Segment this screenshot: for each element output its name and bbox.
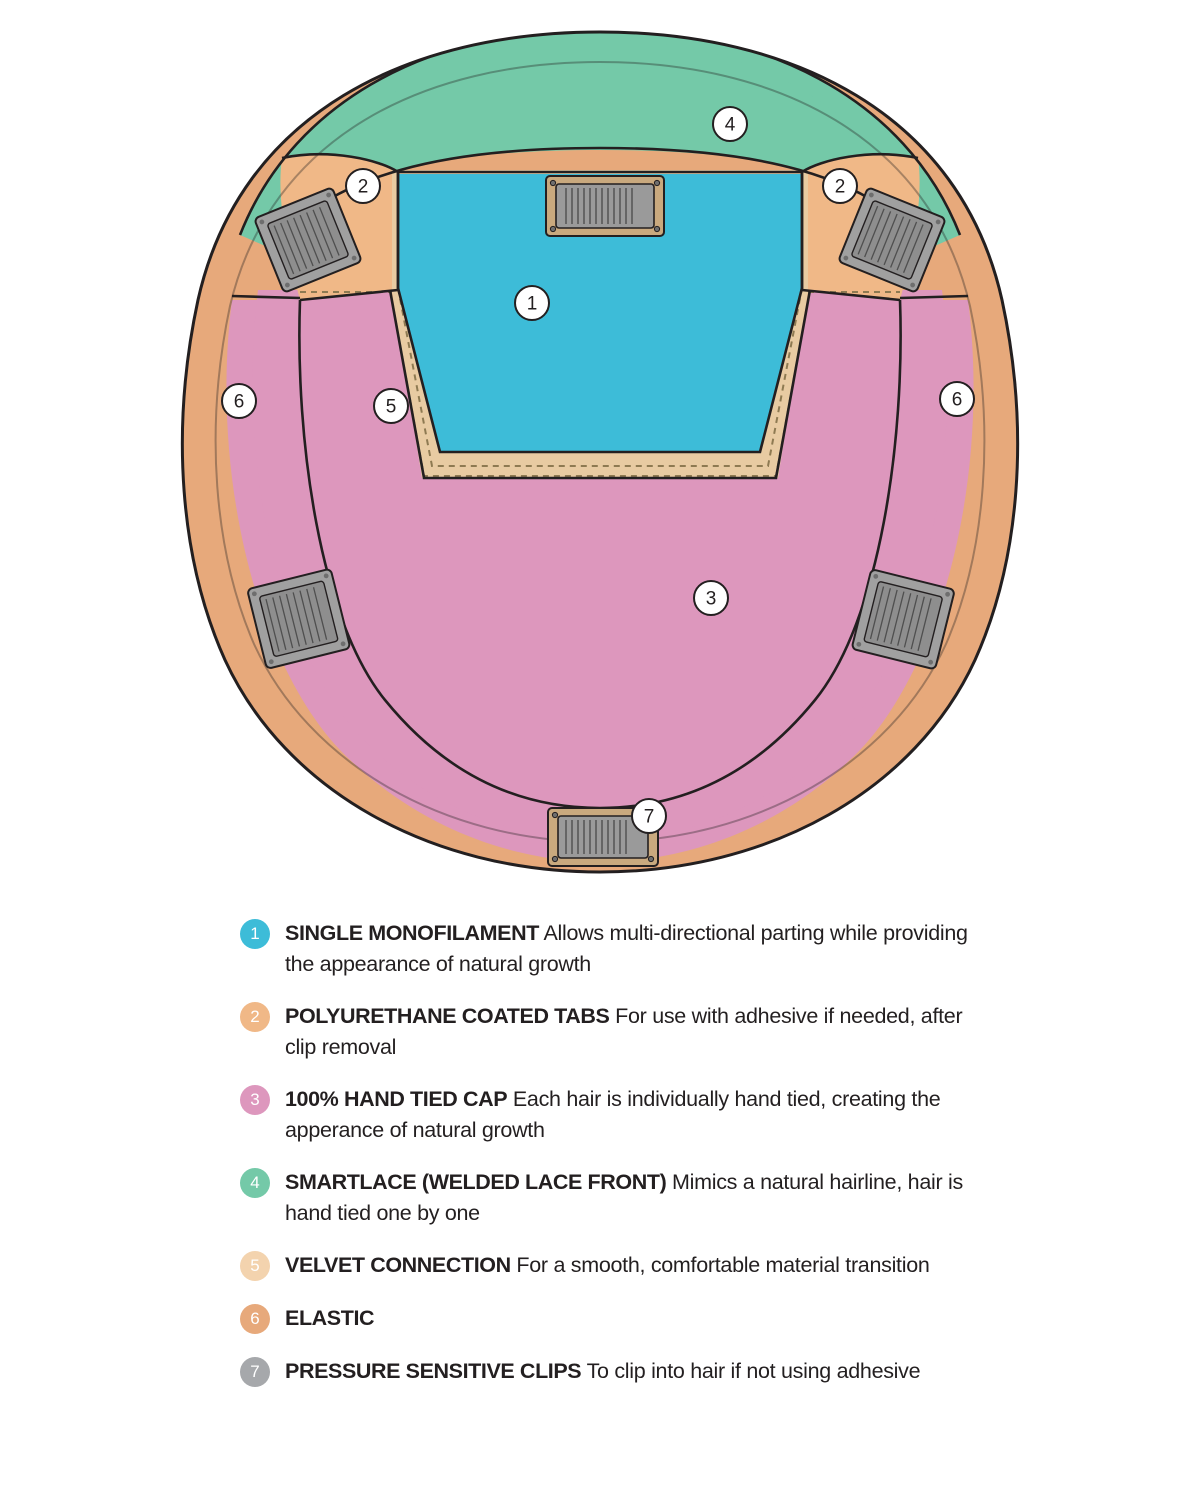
legend-desc-4: Mimics a natural hairline, hair is hand tied one by one: [285, 1170, 963, 1225]
callout-5: [374, 389, 408, 423]
callout-6-left: [222, 384, 256, 418]
legend-term-2: POLYURETHANE COATED TABS: [285, 1004, 610, 1029]
callout-7-label: 7: [643, 806, 655, 828]
cap-body: [150, 20, 1050, 890]
legend-badge-7: 7: [240, 1357, 270, 1387]
callout-1-label: 1: [526, 293, 538, 315]
legend-badge-4: 4: [240, 1168, 270, 1198]
legend-text-3: [285, 1084, 975, 1145]
legend-text-1: [285, 918, 975, 979]
legend-text-4: [285, 1167, 975, 1228]
callout-2-right: [823, 169, 857, 203]
legend-desc-3: Each hair is individually hand tied, creating the apperance of natural growth: [285, 1087, 941, 1142]
legend-text-6: [285, 1303, 374, 1334]
callout-1: [515, 286, 549, 320]
callout-7: [632, 799, 666, 833]
callout-4-label: 4: [724, 114, 736, 136]
legend-term-3: 100% HAND TIED CAP: [285, 1087, 508, 1112]
legend-badge-3: 3: [240, 1085, 270, 1115]
list-item: [240, 1084, 980, 1145]
legend-text-7: [285, 1356, 920, 1387]
callout-6-right-label: 6: [951, 389, 963, 411]
list-item: [240, 1167, 980, 1228]
clip-top-center: [546, 176, 664, 236]
callout-3: [694, 581, 728, 615]
list-item: [240, 1356, 980, 1387]
list-item: [240, 1250, 980, 1281]
legend-desc-2: For use with adhesive if needed, after clip removal: [285, 1004, 963, 1059]
legend-badge-6: 6: [240, 1304, 270, 1334]
callout-6-right: [940, 382, 974, 416]
legend-term-7: PRESSURE SENSITIVE CLIPS: [285, 1359, 582, 1384]
callout-3-label: 3: [705, 588, 717, 610]
legend-term-6: ELASTIC: [285, 1306, 375, 1331]
legend-badge-1: 1: [240, 919, 270, 949]
callout-2-right-label: 2: [834, 176, 846, 198]
legend-badge-2: 2: [240, 1002, 270, 1032]
legend-term-4: SMARTLACE (WELDED LACE FRONT): [285, 1170, 667, 1195]
legend-badge-5: 5: [240, 1251, 270, 1281]
legend-text-5: [285, 1250, 930, 1281]
list-item: [240, 1303, 980, 1334]
legend-desc-5: For a smooth, comfortable material transition: [516, 1253, 930, 1278]
callout-2-left: [346, 169, 380, 203]
legend-term-5: VELVET CONNECTION: [285, 1253, 511, 1278]
list-item: [240, 1001, 980, 1062]
legend-term-1: SINGLE MONOFILAMENT: [285, 921, 539, 945]
list-item: [240, 918, 980, 979]
callout-4: [713, 107, 747, 141]
callout-5-label: 5: [385, 396, 397, 418]
legend-desc-7: To clip into hair if not using adhesive: [586, 1359, 921, 1384]
legend-text-2: [285, 1001, 975, 1062]
legend: [240, 918, 980, 1387]
legend-desc-1: Allows multi-directional parting while providing the appearance of natural growth: [285, 921, 968, 976]
callout-2-left-label: 2: [357, 176, 369, 198]
callout-6-left-label: 6: [233, 391, 245, 413]
